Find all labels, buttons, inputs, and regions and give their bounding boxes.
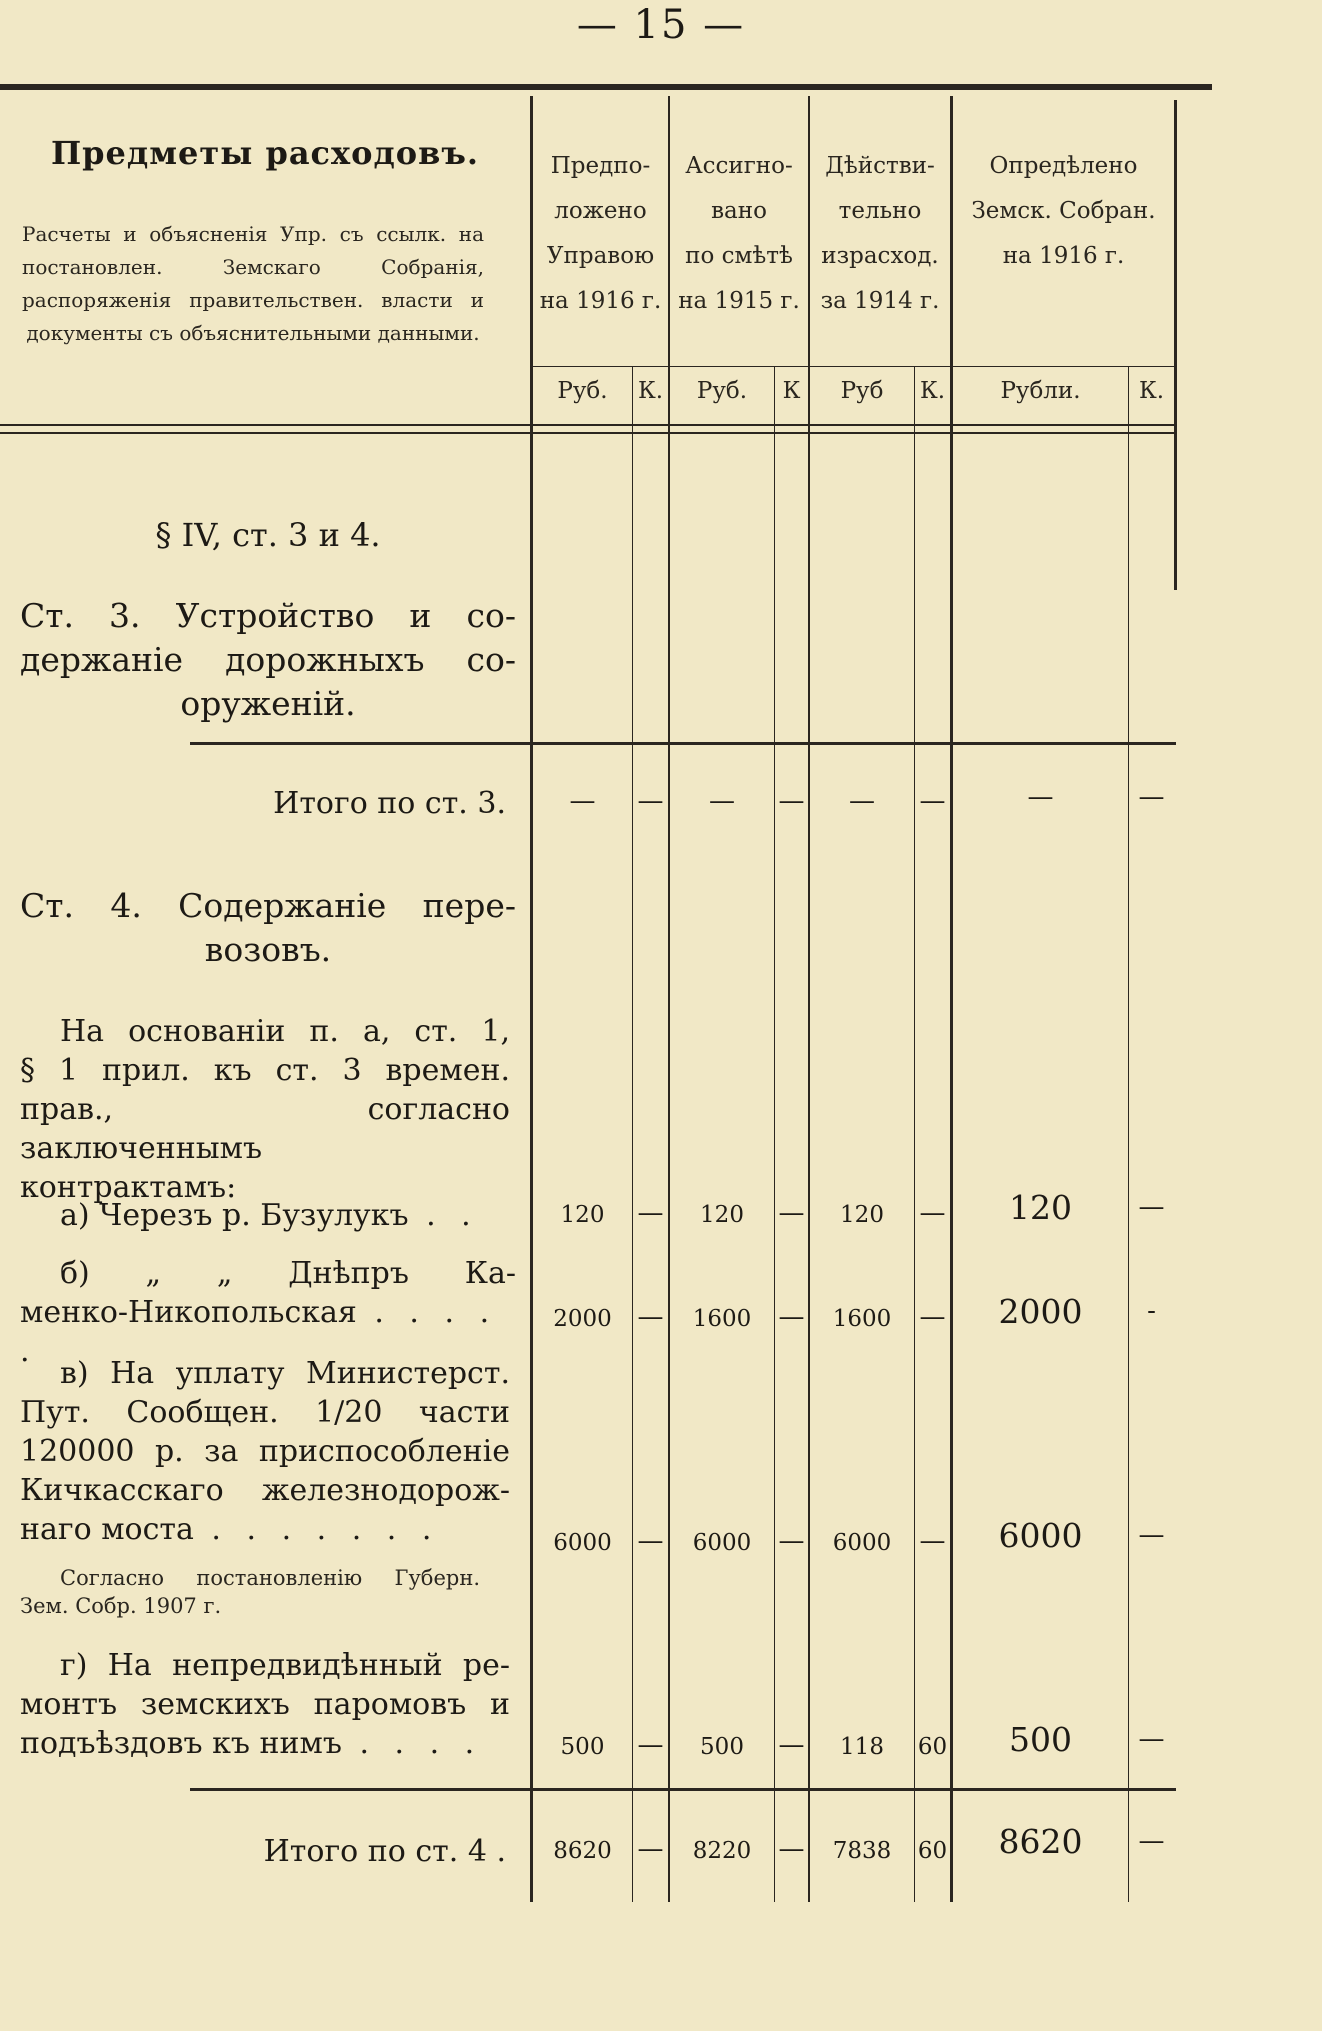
st3-total-c2: — — [709, 786, 735, 816]
page-number: — 15 — — [576, 2, 746, 48]
row-g-c2k: — — [778, 1730, 805, 1760]
header-bottom-rule — [0, 424, 1176, 426]
row-b-c4: 2000 — [998, 1292, 1083, 1331]
item-b: б) „ „ Днѣпръ Ка- менко-Никопольская . . . . . — [20, 1256, 516, 1369]
col2-header: Ассигно- вано по смѣтѣ на 1915 г. — [678, 153, 800, 314]
st3-total-c1: — — [569, 786, 596, 816]
row-b-c1: 2000 — [553, 1306, 612, 1332]
header-bottom-rule-2 — [0, 432, 1176, 434]
st3-total-c4: — — [1027, 782, 1054, 812]
col-rule-1 — [530, 96, 533, 1902]
st4-total-c2: 8220 — [692, 1838, 752, 1864]
st3-title: Ст. 3. Устройство и со- держаніе дорожныхъ со- оруженій. — [20, 596, 516, 723]
st4-total-c4: 8620 — [998, 1822, 1083, 1861]
table-title: Предметы расходовъ. — [50, 134, 480, 172]
units-divider — [530, 366, 1176, 367]
st4-total-c1k: — — [637, 1834, 664, 1864]
unit-kop-2: К — [782, 378, 801, 404]
row-g-c3: 118 — [840, 1734, 884, 1760]
row-g-c3k: 60 — [917, 1734, 948, 1760]
col3-header: Дѣйстви- тельно израсход. за 1914 г. — [820, 153, 940, 314]
col-rule-3k — [914, 366, 915, 1902]
st4-title: Ст. 4. Содержаніе пере- возовъ. — [20, 886, 516, 969]
item-v: в) На уплату Министерст. Пут. Сообщен. 1/20 части 120000 р. за приспособленіе Кичкасскаго железнодорож- наго моста . . . . . . . — [20, 1356, 510, 1547]
unit-kop-4: К. — [1138, 378, 1165, 404]
col-rule-4 — [950, 96, 953, 1902]
row-g-c1: 500 — [560, 1734, 605, 1760]
st4-rule — [190, 1788, 1176, 1791]
row-v-c2: 6000 — [692, 1530, 752, 1556]
row-v-c3: 6000 — [832, 1530, 892, 1556]
unit-rub-3: Руб — [840, 378, 884, 404]
row-g-c1k: — — [637, 1730, 664, 1760]
row-v-c4: 6000 — [998, 1516, 1083, 1555]
row-a-c2k: — — [778, 1198, 805, 1228]
st4-total-c4k: — — [1138, 1826, 1165, 1856]
row-b-c1k: — — [637, 1302, 664, 1332]
row-v-c3k: — — [919, 1526, 946, 1556]
col-rule-2 — [668, 96, 670, 1902]
row-b-c2k: — — [778, 1302, 805, 1332]
row-v-c1: 6000 — [553, 1530, 612, 1556]
row-g-c2: 500 — [700, 1734, 744, 1760]
st4-total-c3: 7838 — [832, 1838, 892, 1864]
row-b-c3k: — — [919, 1302, 946, 1332]
row-a-c4: 120 — [1009, 1188, 1072, 1227]
row-a-c2: 120 — [700, 1202, 744, 1228]
section-heading: § IV, ст. 3 и 4. — [155, 516, 381, 554]
row-b-c4k: - — [1147, 1296, 1156, 1326]
unit-kop-3: К. — [919, 378, 946, 404]
item-a: а) Черезъ р. Бузулукъ . . — [60, 1198, 479, 1233]
item-v-note: Согласно постановленію Губерн. Зем. Собр. 1907 г. — [20, 1566, 480, 1618]
st3-total-c2k: — — [778, 786, 805, 816]
row-g-c4: 500 — [1009, 1720, 1072, 1759]
st3-total-label: Итого по ст. 3. — [273, 786, 506, 821]
row-a-c1: 120 — [560, 1202, 605, 1228]
row-b-c2: 1600 — [692, 1306, 752, 1332]
col4-header: Опредѣлено Земск. Собран. на 1916 г. — [971, 153, 1156, 269]
st3-total-c3: — — [849, 786, 875, 816]
row-v-c2k: — — [778, 1526, 805, 1556]
unit-kop-1: К. — [637, 378, 664, 404]
st4-total-c2k: — — [778, 1834, 805, 1864]
row-g-c4k: — — [1138, 1724, 1165, 1754]
unit-rub-4: Рубли. — [1000, 378, 1081, 404]
row-a-c4k: — — [1138, 1192, 1165, 1222]
st3-total-c1k: — — [637, 786, 664, 816]
unit-rub-1: Руб. — [557, 378, 608, 404]
row-b-c3: 1600 — [832, 1306, 892, 1332]
st3-rule — [190, 742, 1176, 745]
row-v-c1k: — — [637, 1526, 664, 1556]
item-g: г) На непредвидѣнный ре- монтъ земскихъ паромовъ и подъѣздовъ къ нимъ . . . . — [20, 1648, 510, 1761]
unit-rub-2: Руб. — [696, 378, 748, 404]
col-rule-2k — [774, 366, 775, 1902]
st3-total-c4k: — — [1138, 782, 1165, 812]
table-description: Расчеты и объясненія Упр. съ ссылк. на постановлен. Земскаго Собранія, распоряженія правительствен. власти и документы съ объяснительными данными. — [22, 222, 484, 345]
row-v-c4k: — — [1138, 1520, 1165, 1550]
row-a-c3: 120 — [840, 1202, 884, 1228]
col-rule-4k — [1128, 366, 1129, 1902]
intro-text: На основаніи п. а, ст. 1, § 1 прил. къ ст. 3 времен. прав., согласно заключеннымъ контрактамъ: — [20, 1014, 510, 1205]
st4-total-c3k: 60 — [917, 1838, 948, 1864]
row-a-c3k: — — [919, 1198, 946, 1228]
col-rule-3 — [808, 96, 810, 1902]
col1-header: Предпо- ложено Управою на 1916 г. — [539, 153, 662, 314]
st4-total-label: Итого по ст. 4 . — [263, 1834, 506, 1869]
st4-total-c1: 8620 — [553, 1838, 612, 1864]
st3-total-c3k: — — [919, 786, 946, 816]
right-edge-rule — [1174, 100, 1177, 590]
top-rule — [0, 84, 1212, 90]
row-a-c1k: — — [637, 1198, 664, 1228]
col-rule-1k — [632, 366, 633, 1902]
